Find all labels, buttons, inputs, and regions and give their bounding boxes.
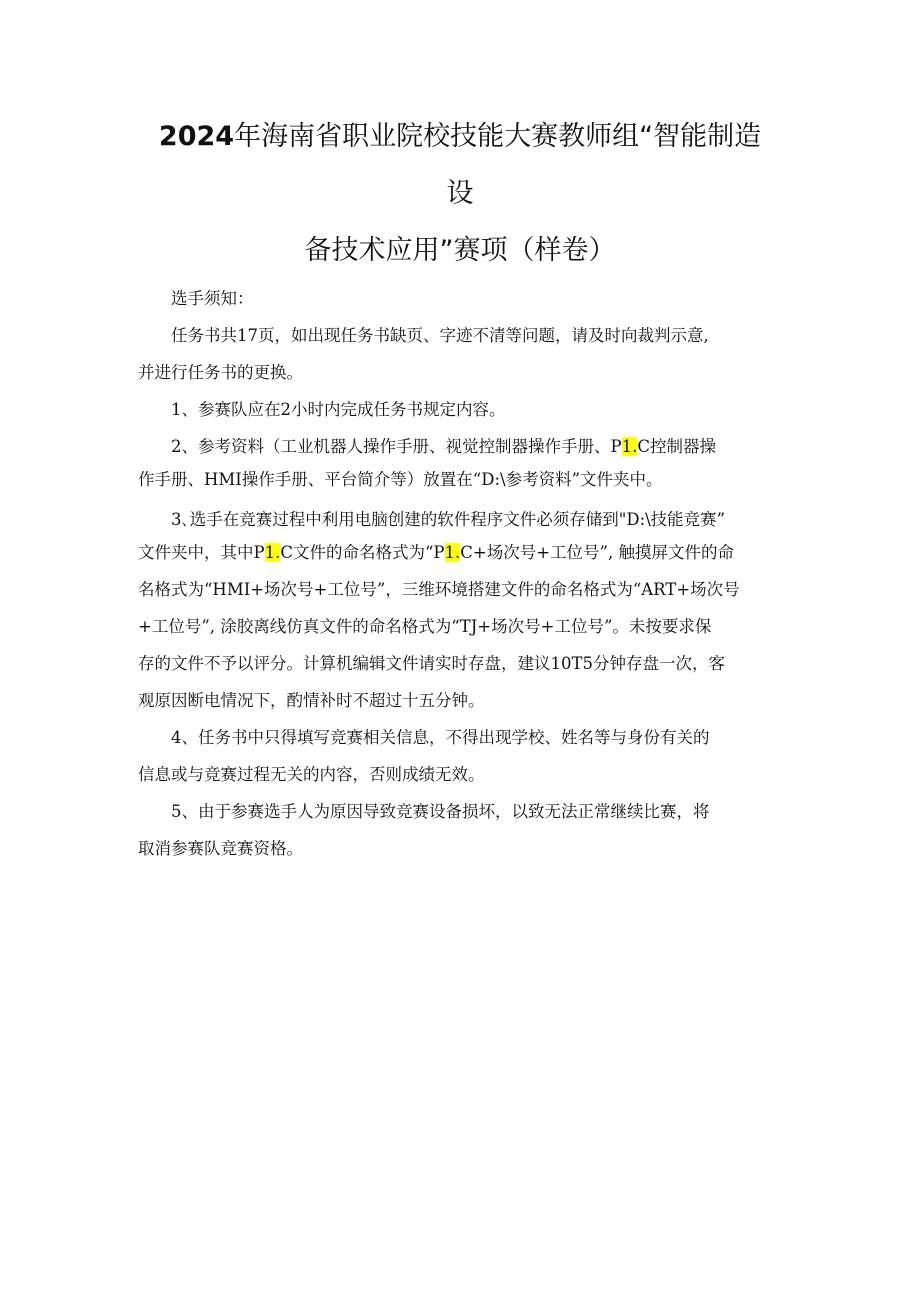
intro-line-1: 任务书共17页，如出现任务书缺页、字迹不清等问题，请及时向裁判示意, [171, 326, 709, 345]
item-3-line-6: 观原因断电情况下，酌情补时不超过十五分钟。 [138, 691, 485, 710]
item-1-line-1: 1、参赛队应在2小时内完成任务书规定内容。 [171, 400, 506, 419]
item-3-text-b: C文件的命名格式为“P [280, 543, 445, 562]
item-3-line-3: 名格式为“HMI+场次号+工位号”，三维环境搭建文件的命名格式为“ART+场次号 [138, 580, 740, 599]
item-4-line-2: 信息或与竞赛过程无关的内容，否则成绩无效。 [138, 765, 485, 784]
item-3-line-5: 存的文件不予以评分。计算机编辑文件请实时存盘，建议10T5分钟存盘一次，客 [138, 654, 725, 673]
item-4-line-1: 4、任务书中只得填写竞赛相关信息，不得出现学校、姓名等与身份有关的 [171, 728, 710, 747]
item-3-text-a: 文件夹中，其中P [138, 543, 265, 562]
item-2-text-a: 2、参考资料（工业机器人操作手册、视觉控制器操作手册、P [171, 437, 622, 456]
document-title-line-2: 设 [446, 178, 474, 209]
item-2-line-2: 作手册、HMI操作手册、平台简介等）放置在“D:\参考资料”文件夹中。 [138, 470, 663, 489]
item-3-text-c: C+场次号+工位号”, 触摸屏文件的命 [460, 543, 734, 562]
item-3-line-4: +工位号”, 涂胶离线仿真文件的命名格式为“TJ+场次号+工位号”。未按要求保 [138, 617, 712, 636]
item-3-line-1: 3､选手在竞赛过程中利用电脑创建的软件程序文件必须存储到"D:\技能竞赛” [171, 510, 726, 529]
item-3-line-2 [138, 541, 788, 565]
item-5-line-1: 5、由于参赛选手人为原因导致竞赛设备损坏，以致无法正常继续比赛，将 [171, 802, 710, 821]
document-title-line-1 [0, 120, 920, 154]
item-5-line-2: 取消参赛队竞赛资格。 [138, 839, 303, 858]
title-year: 2024 [158, 121, 235, 152]
title-text-1: 年海南省职业院校技能大赛教师组“智能制造 [234, 121, 762, 152]
highlight-mark: 1. [621, 437, 638, 456]
highlight-mark: 1. [444, 543, 461, 562]
highlight-mark: 1. [264, 543, 281, 562]
intro-line-2: 并进行任务书的更换。 [138, 363, 303, 382]
item-2-text-b: C控制器操 [637, 437, 716, 456]
document-title-line-3: 备技术应用”赛项（样卷） [304, 235, 616, 266]
item-2-line-1 [171, 435, 788, 459]
notice-heading: 选手须知： [171, 289, 254, 308]
